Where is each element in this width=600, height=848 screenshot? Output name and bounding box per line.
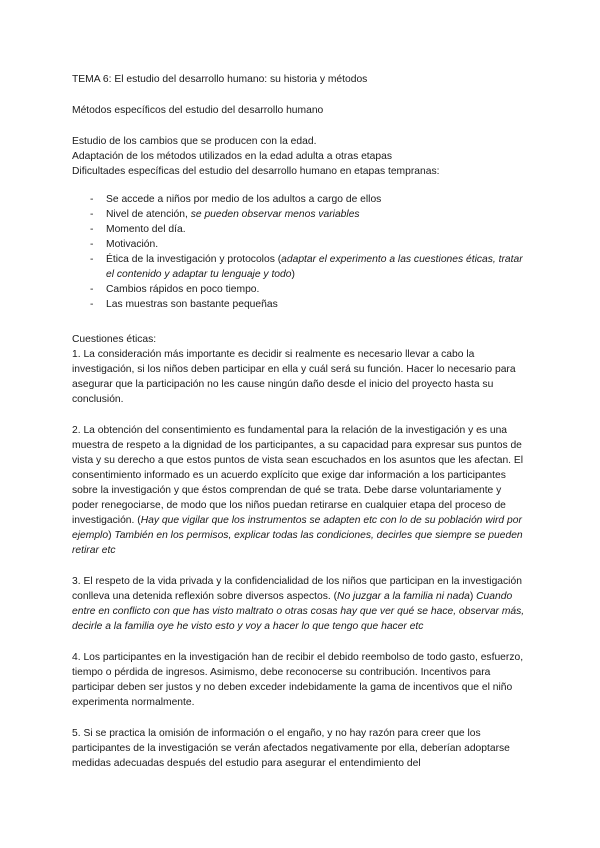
point-note: Hay que vigilar que los instrumentos se adapten etc con lo de su población wird por ejemplo — [72, 515, 522, 541]
section-subtitle: Métodos específicos del estudio del desarrollo humano — [72, 105, 324, 116]
list-item-text: Ética de la investigación y protocolos ( — [106, 254, 282, 265]
intro-line: Estudio de los cambios que se producen con la edad. — [72, 136, 317, 147]
list-item-text: Nivel de atención, — [106, 209, 191, 220]
point-note-2: También en los permisos, explicar todas las condiciones, decirles que siempre se pueden retirar etc — [72, 530, 523, 556]
point-text: 3. El respeto de la vida privada y la confidencialidad de los niños que participan en la investigación conlleva una detenida reflexión sobre diversos aspectos. ( — [72, 576, 522, 602]
list-item-text: Se accede a niños por medio de los adultos a cargo de ellos — [106, 194, 382, 205]
intro-block — [72, 134, 528, 179]
list-item — [72, 252, 528, 282]
bullet-dash: - — [90, 299, 94, 310]
ethics-heading: Cuestiones éticas: — [72, 334, 157, 345]
difficulties-list — [72, 192, 528, 312]
bullet-dash: - — [90, 224, 94, 235]
list-item — [72, 207, 528, 222]
point-close: ) — [469, 591, 477, 602]
ethics-point-3 — [72, 574, 528, 634]
list-item — [72, 222, 528, 237]
list-item-note: adaptar el experimento a las cuestiones éticas, tratar el contenido y adaptar tu lenguaje y todo — [106, 254, 523, 280]
intro-line: Adaptación de los métodos utilizados en la edad adulta a otras etapas — [72, 151, 392, 162]
point-text: 2. La obtención del consentimiento es fundamental para la relación de la investigación y es una muestra de respeto a la dignidad de los participantes, a su capacidad para expresar sus puntos de vista y su derecho a que estos puntos de vista sean escuchados en los asuntos que les afectan. El consentimiento informado es un acuerdo explícito que exige dar información a los participantes sobre la investigación y que éstos comprendan de qué se trata. Debe darse voluntariamente y poder renegociarse, de modo que los niños puedan retirarse en cualquier etapa del proceso de investigación. ( — [72, 425, 524, 526]
list-item-text: Cambios rápidos en poco tiempo. — [106, 284, 260, 295]
ethics-point-2 — [72, 423, 528, 558]
bullet-dash: - — [90, 284, 94, 295]
point-note: No juzgar a la familia ni nada — [337, 591, 470, 602]
ethics-point-5: 5. Si se practica la omisión de información o el engaño, y no hay razón para creer que los participantes de la investigación se verán afectados negativamente por ella, deberían adoptarse medidas adecuadas después del estudio para asegurar el entendimiento del — [72, 728, 510, 769]
bullet-dash: - — [90, 239, 94, 250]
point-note-2: Cuando entre en conflicto con que has visto maltrato o otras cosas hay que ver qué se hace, observar más, decirle a la familia oye he visto esto y voy a hacer lo que tengo que hacer etc — [72, 591, 525, 632]
list-item — [72, 297, 528, 312]
intro-line: Dificultades específicas del estudio del desarrollo humano en etapas tempranas: — [72, 166, 440, 177]
list-item-text: Las muestras son bastante pequeñas — [106, 299, 278, 310]
list-item — [72, 282, 528, 297]
bullet-dash: - — [90, 194, 94, 205]
list-item-close: ) — [291, 269, 295, 280]
bullet-dash: - — [90, 254, 94, 265]
point-close: ) — [108, 530, 115, 541]
document-title: TEMA 6: El estudio del desarrollo humano: su historia y métodos — [72, 74, 368, 85]
list-item-text: Motivación. — [106, 239, 159, 250]
list-item-text: Momento del día. — [106, 224, 186, 235]
ethics-point-1: 1. La consideración más importante es decidir si realmente es necesario llevar a cabo la investigación, si los niños deben participar en ella y cuál será su función. Hacer lo necesario para asegurar que la participación no les cause ningún daño desde el inicio del proyecto hasta su conclusión. — [72, 349, 516, 405]
list-item — [72, 237, 528, 252]
ethics-point-4: 4. Los participantes en la investigación han de recibir el debido reembolso de todo gasto, esfuerzo, tiempo o pérdida de ingresos. Asimismo, debe reconocerse su contribución. Incentivos para participar deben ser justos y no deben exceder indebidamente la gama de incentivos que el niño experimenta normalmente. — [72, 652, 524, 708]
list-item — [72, 192, 528, 207]
bullet-dash: - — [90, 209, 94, 220]
list-item-note: se pueden observar menos variables — [190, 209, 360, 220]
